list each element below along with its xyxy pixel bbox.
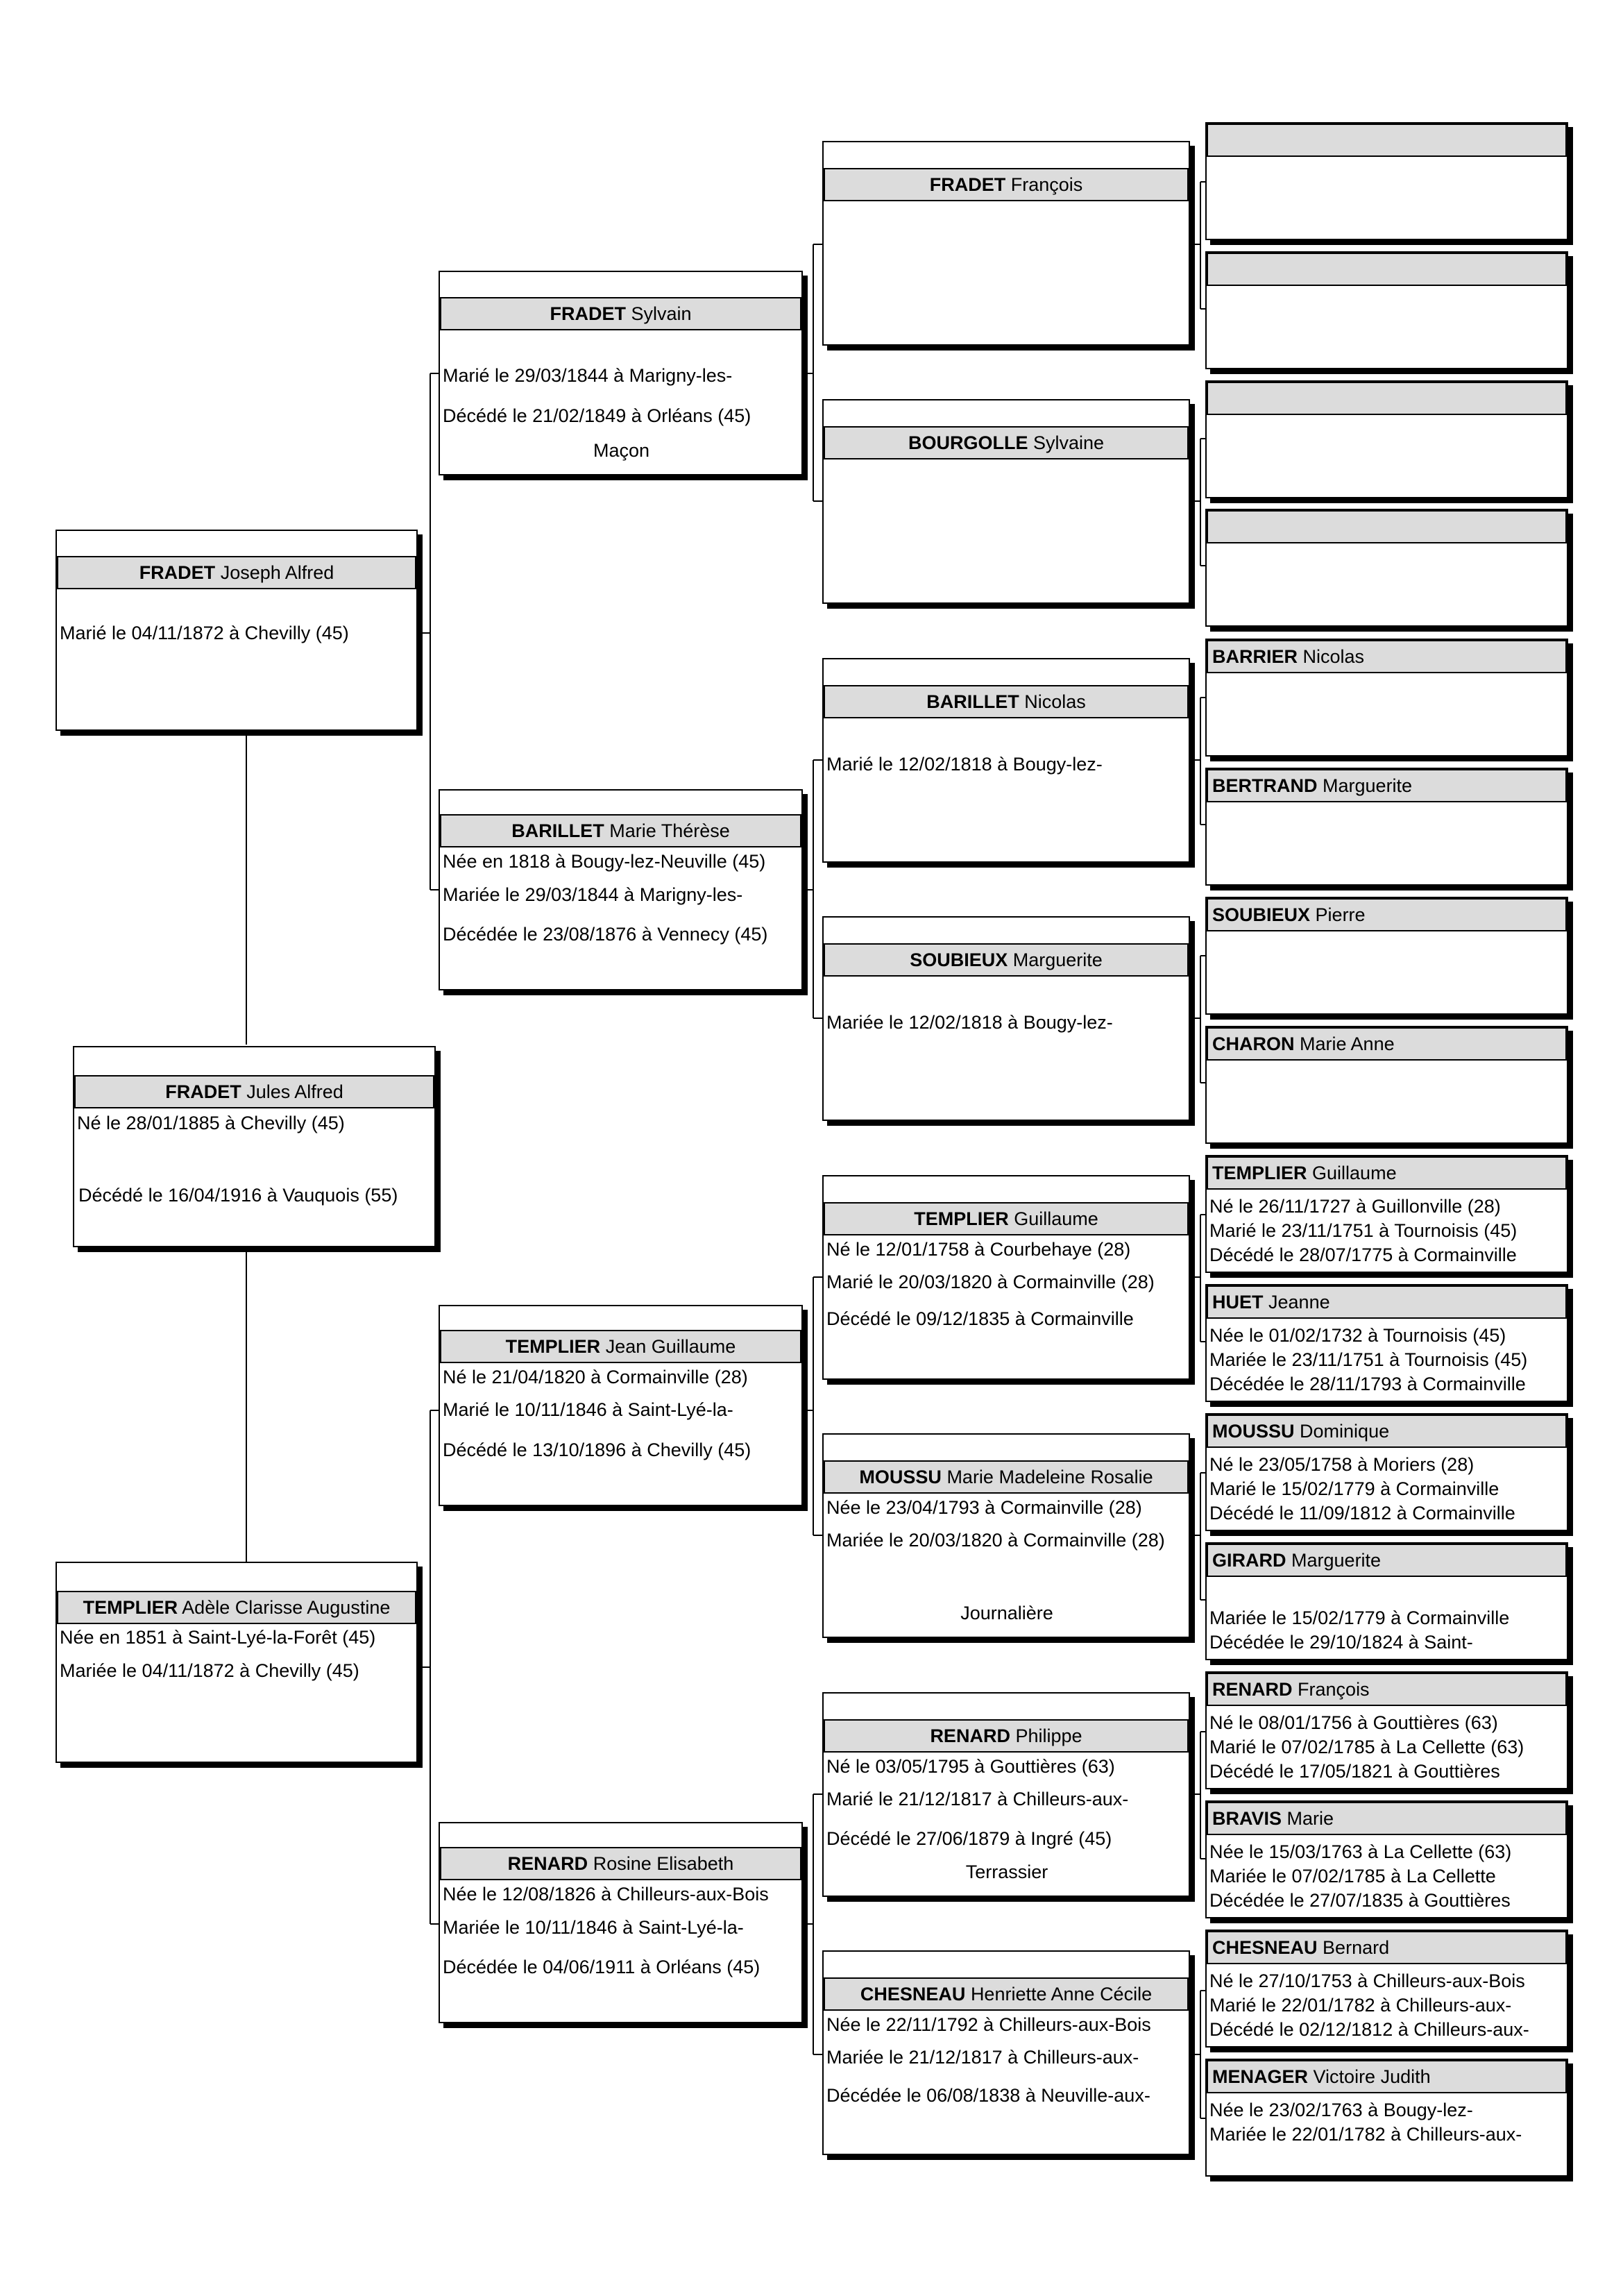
death-line: Décédé le 17/05/1821 à Gouttières [1209,1761,1500,1782]
person-name: HUET Jeanne [1207,1285,1567,1319]
person-card-jean-guillaume-templier[interactable] [439,1305,803,1506]
death-line: Décédé le 13/10/1896 à Chevilly (45) [443,1440,751,1460]
marriage-line: Marié le 21/12/1817 à Chilleurs-aux- [826,1789,1129,1809]
person-card-marguerite-girard[interactable] [1205,1542,1568,1660]
marriage-line: Marié le 22/01/1782 à Chilleurs-aux- [1209,1995,1512,2016]
marriage-line: Mariée le 23/11/1751 à Tournoisis (45) [1209,1349,1528,1370]
person-card-guillaume-templier-senior[interactable] [1205,1155,1568,1273]
death-line: Décédée le 29/10/1824 à Saint- [1209,1632,1473,1653]
birth-line: Né le 12/01/1758 à Courbehaye (28) [826,1239,1131,1260]
death-line: Décédé le 09/12/1835 à Cormainville [826,1308,1134,1329]
person-card-unknown-1[interactable] [1205,122,1568,240]
occupation-line: Journalière [960,1603,1053,1623]
death-line: Décédée le 04/06/1911 à Orléans (45) [443,1957,760,1977]
birth-line: Né le 08/01/1756 à Gouttières (63) [1209,1712,1498,1733]
person-card-nicolas-barrier[interactable] [1205,639,1568,757]
marriage-line: Mariée le 21/12/1817 à Chilleurs-aux- [826,2047,1139,2068]
marriage-line: Mariée le 15/02/1779 à Cormainville [1209,1607,1510,1628]
marriage-line: Marié le 20/03/1820 à Cormainville (28) [826,1272,1155,1292]
birth-line: Née le 12/08/1826 à Chilleurs-aux-Bois [443,1884,769,1905]
marriage-line: Marié le 07/02/1785 à La Cellette (63) [1209,1737,1524,1757]
person-name: CHESNEAU Henriette Anne Cécile [824,1977,1189,2011]
death-line: Décédé le 11/09/1812 à Cormainville [1209,1503,1515,1523]
person-card-marie-anne-charon[interactable] [1205,1026,1568,1144]
person-name: TEMPLIER Guillaume [1207,1156,1567,1190]
person-name: BARILLET Nicolas [824,685,1189,718]
person-name: TEMPLIER Guillaume [824,1202,1189,1235]
marriage-line: Mariée le 29/03/1844 à Marigny-les- [443,884,743,905]
person-name: FRADET Jules Alfred [74,1075,434,1108]
person-name [1207,382,1567,415]
birth-line: Né le 03/05/1795 à Gouttières (63) [826,1756,1115,1777]
death-line: Décédée le 28/11/1793 à Cormainville [1209,1374,1526,1394]
person-name: SOUBIEUX Pierre [1207,898,1567,931]
marriage-line: Mariée le 07/02/1785 à La Cellette [1209,1866,1496,1886]
death-line: Décédé le 28/07/1775 à Cormainville [1209,1244,1517,1265]
person-card-rosine-elisabeth-renard[interactable] [439,1822,803,2023]
person-card-francois-renard[interactable] [1205,1671,1568,1789]
person-card-adele-templier[interactable] [56,1562,418,1763]
person-card-sylvain-fradet[interactable] [439,271,803,475]
death-line: Décédé le 16/04/1916 à Vauquois (55) [78,1185,398,1206]
occupation-line: Terrassier [965,1862,1048,1882]
person-name: TEMPLIER Adèle Clarisse Augustine [57,1591,416,1624]
person-card-victoire-judith-menager[interactable] [1205,2059,1568,2177]
person-card-marguerite-soubieux[interactable] [822,916,1190,1121]
person-name: CHARON Marie Anne [1207,1027,1567,1061]
death-line: Décédée le 06/08/1838 à Neuville-aux- [826,2085,1150,2106]
person-card-francois-fradet[interactable] [822,141,1190,346]
person-name: MOUSSU Marie Madeleine Rosalie [824,1460,1189,1494]
marriage-line: Mariée le 20/03/1820 à Cormainville (28) [826,1530,1165,1551]
person-name: RENARD Philippe [824,1719,1189,1753]
person-card-guillaume-templier[interactable] [822,1175,1190,1380]
person-name: SOUBIEUX Marguerite [824,943,1189,977]
marriage-line: Mariée le 10/11/1846 à Saint-Lyé-la- [443,1917,744,1938]
person-name [1207,124,1567,157]
person-card-dominique-moussu[interactable] [1205,1413,1568,1531]
person-card-sylvaine-bourgolle[interactable] [822,399,1190,604]
person-name: GIRARD Marguerite [1207,1544,1567,1577]
person-name [1207,253,1567,286]
person-card-unknown-4[interactable] [1205,509,1568,627]
person-name: MOUSSU Dominique [1207,1415,1567,1448]
person-name: FRADET Joseph Alfred [57,556,416,589]
person-name [1207,510,1567,543]
person-card-marguerite-bertrand[interactable] [1205,768,1568,886]
person-card-marie-madeleine-rosalie-moussu[interactable] [822,1433,1190,1638]
marriage-line: Mariée le 12/02/1818 à Bougy-lez- [826,1012,1113,1033]
death-line: Décédé le 02/12/1812 à Chilleurs-aux- [1209,2019,1529,2040]
person-card-unknown-2[interactable] [1205,251,1568,369]
marriage-line: Marié le 12/02/1818 à Bougy-lez- [826,754,1103,775]
person-name: FRADET François [824,168,1189,201]
birth-line: Né le 21/04/1820 à Cormainville (28) [443,1367,748,1387]
person-name: BRAVIS Marie [1207,1802,1567,1835]
marriage-line: Marié le 15/02/1779 à Cormainville [1209,1478,1499,1499]
person-card-marie-bravis[interactable] [1205,1800,1568,1918]
person-name: FRADET Sylvain [440,297,801,330]
person-card-philippe-renard[interactable] [822,1692,1190,1897]
birth-line: Née le 23/04/1793 à Cormainville (28) [826,1497,1142,1518]
marriage-line: Mariée le 04/11/1872 à Chevilly (45) [60,1660,359,1681]
birth-line: Née en 1818 à Bougy-lez-Neuville (45) [443,851,766,872]
person-name: MENAGER Victoire Judith [1207,2060,1567,2093]
person-name: BARRIER Nicolas [1207,640,1567,673]
person-card-henriette-anne-cecile-chesneau[interactable] [822,1950,1190,2155]
person-card-jeanne-huet[interactable] [1205,1284,1568,1402]
person-name: BOURGOLLE Sylvaine [824,426,1189,459]
marriage-line: Marié le 23/11/1751 à Tournoisis (45) [1209,1220,1518,1241]
marriage-line: Marié le 10/11/1846 à Saint-Lyé-la- [443,1399,733,1420]
person-name: RENARD François [1207,1673,1567,1706]
person-card-unknown-3[interactable] [1205,380,1568,498]
marriage-line: Mariée le 22/01/1782 à Chilleurs-aux- [1209,2124,1522,2145]
birth-line: Née le 01/02/1732 à Tournoisis (45) [1209,1325,1506,1346]
person-name: TEMPLIER Jean Guillaume [440,1330,801,1363]
death-line: Décédée le 27/07/1835 à Gouttières [1209,1890,1511,1911]
person-name: CHESNEAU Bernard [1207,1931,1567,1964]
birth-line: Né le 28/01/1885 à Chevilly (45) [77,1113,345,1133]
marriage-line: Marié le 29/03/1844 à Marigny-les- [443,365,733,386]
death-line: Décédée le 23/08/1876 à Vennecy (45) [443,924,768,945]
person-name: BARILLET Marie Thérèse [440,814,801,847]
birth-line: Née en 1851 à Saint-Lyé-la-Forêt (45) [60,1627,376,1648]
person-card-nicolas-barillet[interactable] [822,658,1190,863]
marriage-line: Marié le 04/11/1872 à Chevilly (45) [60,623,349,643]
person-card-pierre-soubieux[interactable] [1205,897,1568,1015]
death-line: Décédé le 21/02/1849 à Orléans (45) [443,405,751,426]
occupation-line: Maçon [593,440,650,461]
person-card-joseph-alfred-fradet[interactable] [56,530,418,731]
person-card-marie-therese-barillet[interactable] [439,789,803,990]
person-card-jules-alfred-fradet[interactable] [73,1046,436,1247]
birth-line: Né le 23/05/1758 à Moriers (28) [1209,1454,1475,1475]
person-name: BERTRAND Marguerite [1207,769,1567,802]
person-name: RENARD Rosine Elisabeth [440,1847,801,1880]
birth-line: Née le 22/11/1792 à Chilleurs-aux-Bois [826,2014,1151,2035]
death-line: Décédé le 27/06/1879 à Ingré (45) [826,1828,1112,1849]
birth-line: Née le 23/02/1763 à Bougy-lez- [1209,2100,1473,2120]
birth-line: Né le 26/11/1727 à Guillonville (28) [1209,1196,1501,1217]
birth-line: Né le 27/10/1753 à Chilleurs-aux-Bois [1209,1970,1525,1991]
birth-line: Née le 15/03/1763 à La Cellette (63) [1209,1841,1512,1862]
person-card-bernard-chesneau[interactable] [1205,1930,1568,2048]
